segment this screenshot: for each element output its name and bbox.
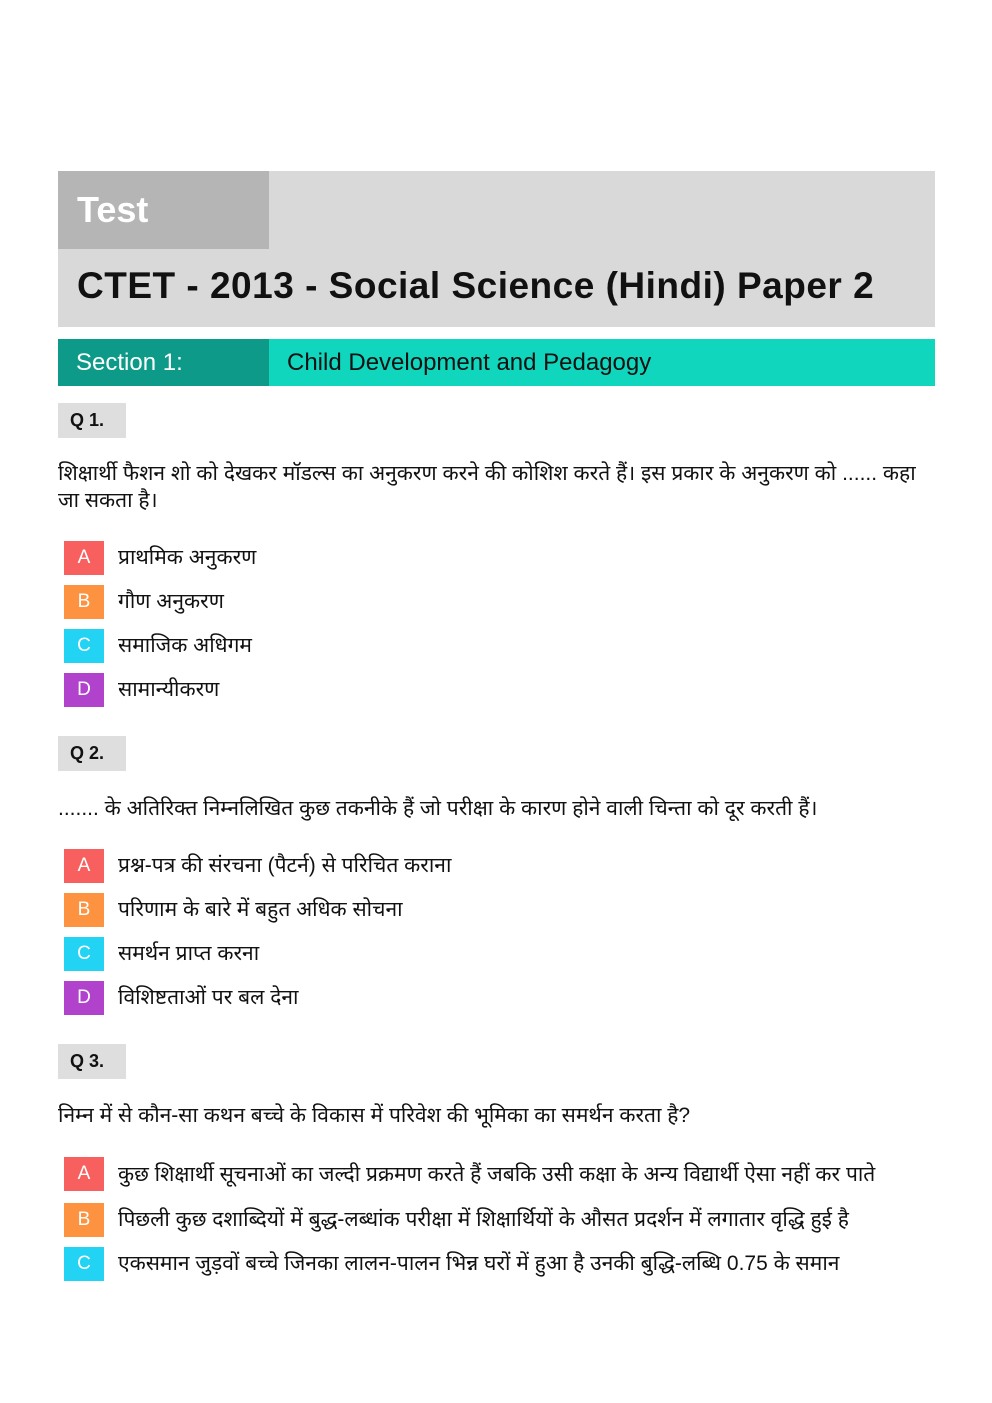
question-label: Q 3. <box>58 1044 126 1079</box>
option-badge: D <box>64 673 104 707</box>
option-badge: B <box>64 893 104 927</box>
option-text: विशिष्टताओं पर बल देना <box>118 986 299 1009</box>
options-list <box>58 1157 938 1291</box>
option-text: समर्थन प्राप्त करना <box>118 942 260 965</box>
option-text: समाजिक अधिगम <box>118 634 252 657</box>
option-d[interactable] <box>58 981 938 1015</box>
option-badge: C <box>64 937 104 971</box>
section-bar <box>58 339 935 386</box>
question-text: ....... के अतिरिक्त निम्नलिखित कुछ तकनीके हैं जो परीक्षा के कारण होने वाली चिन्ता को दूर करती हैं। <box>58 797 818 820</box>
option-text: पिछली कुछ दशाब्दियों में बुद्ध-लब्धांक परीक्षा में शिक्षार्थियों के औसत प्रदर्शन में लगातार वृद्धि हुई है <box>118 1208 849 1231</box>
option-text: एकसमान जुड़वों बच्चे जिनका लालन-पालन भिन्न घरों में हुआ है उनकी बुद्धि-लब्धि 0.75 के समान <box>118 1252 840 1275</box>
option-text: सामान्यीकरण <box>118 678 220 701</box>
option-c[interactable] <box>58 937 938 971</box>
option-b[interactable] <box>58 893 938 927</box>
option-badge: A <box>64 1157 104 1191</box>
test-header <box>58 171 935 327</box>
option-badge: A <box>64 541 104 575</box>
option-text: गौण अनुकरण <box>118 590 224 613</box>
option-badge: B <box>64 585 104 619</box>
test-tab: Test <box>58 171 269 249</box>
options-list <box>58 541 938 717</box>
option-text: कुछ शिक्षार्थी सूचनाओं का जल्दी प्रक्रमण करते हैं जबकि उसी कक्षा के अन्य विद्यार्थी ऐसा नहीं कर पाते <box>118 1163 876 1186</box>
option-c[interactable] <box>58 1247 938 1281</box>
question-text: निम्न में से कौन-सा कथन बच्चे के विकास में परिवेश की भूमिका का समर्थन करता है? <box>58 1104 691 1127</box>
section-name: Child Development and Pedagogy <box>287 349 652 376</box>
option-b[interactable] <box>58 1203 938 1237</box>
option-d[interactable] <box>58 673 938 707</box>
section-label: Section 1: <box>58 339 269 386</box>
option-b[interactable] <box>58 585 938 619</box>
option-text: प्राथमिक अनुकरण <box>118 546 257 569</box>
option-text: प्रश्न-पत्र की संरचना (पैटर्न) से परिचित कराना <box>118 854 452 877</box>
option-badge: C <box>64 629 104 663</box>
option-text: परिणाम के बारे में बहुत अधिक सोचना <box>118 898 403 921</box>
question-label: Q 1. <box>58 403 126 438</box>
option-c[interactable] <box>58 629 938 663</box>
option-a[interactable] <box>58 541 938 575</box>
option-badge: B <box>64 1203 104 1237</box>
option-a[interactable] <box>58 849 938 883</box>
option-badge: D <box>64 981 104 1015</box>
question-text: शिक्षार्थी फैशन शो को देखकर मॉडल्स का अनुकरण करने की कोशिश करते हैं। इस प्रकार के अनुकरण को ...... कहा जा सकता है। <box>58 462 916 512</box>
option-a[interactable] <box>58 1157 938 1193</box>
options-list <box>58 849 938 1025</box>
option-badge: C <box>64 1247 104 1281</box>
option-badge: A <box>64 849 104 883</box>
question-label: Q 2. <box>58 736 126 771</box>
paper-title: CTET - 2013 - Social Science (Hindi) Paper 2 <box>77 265 875 306</box>
